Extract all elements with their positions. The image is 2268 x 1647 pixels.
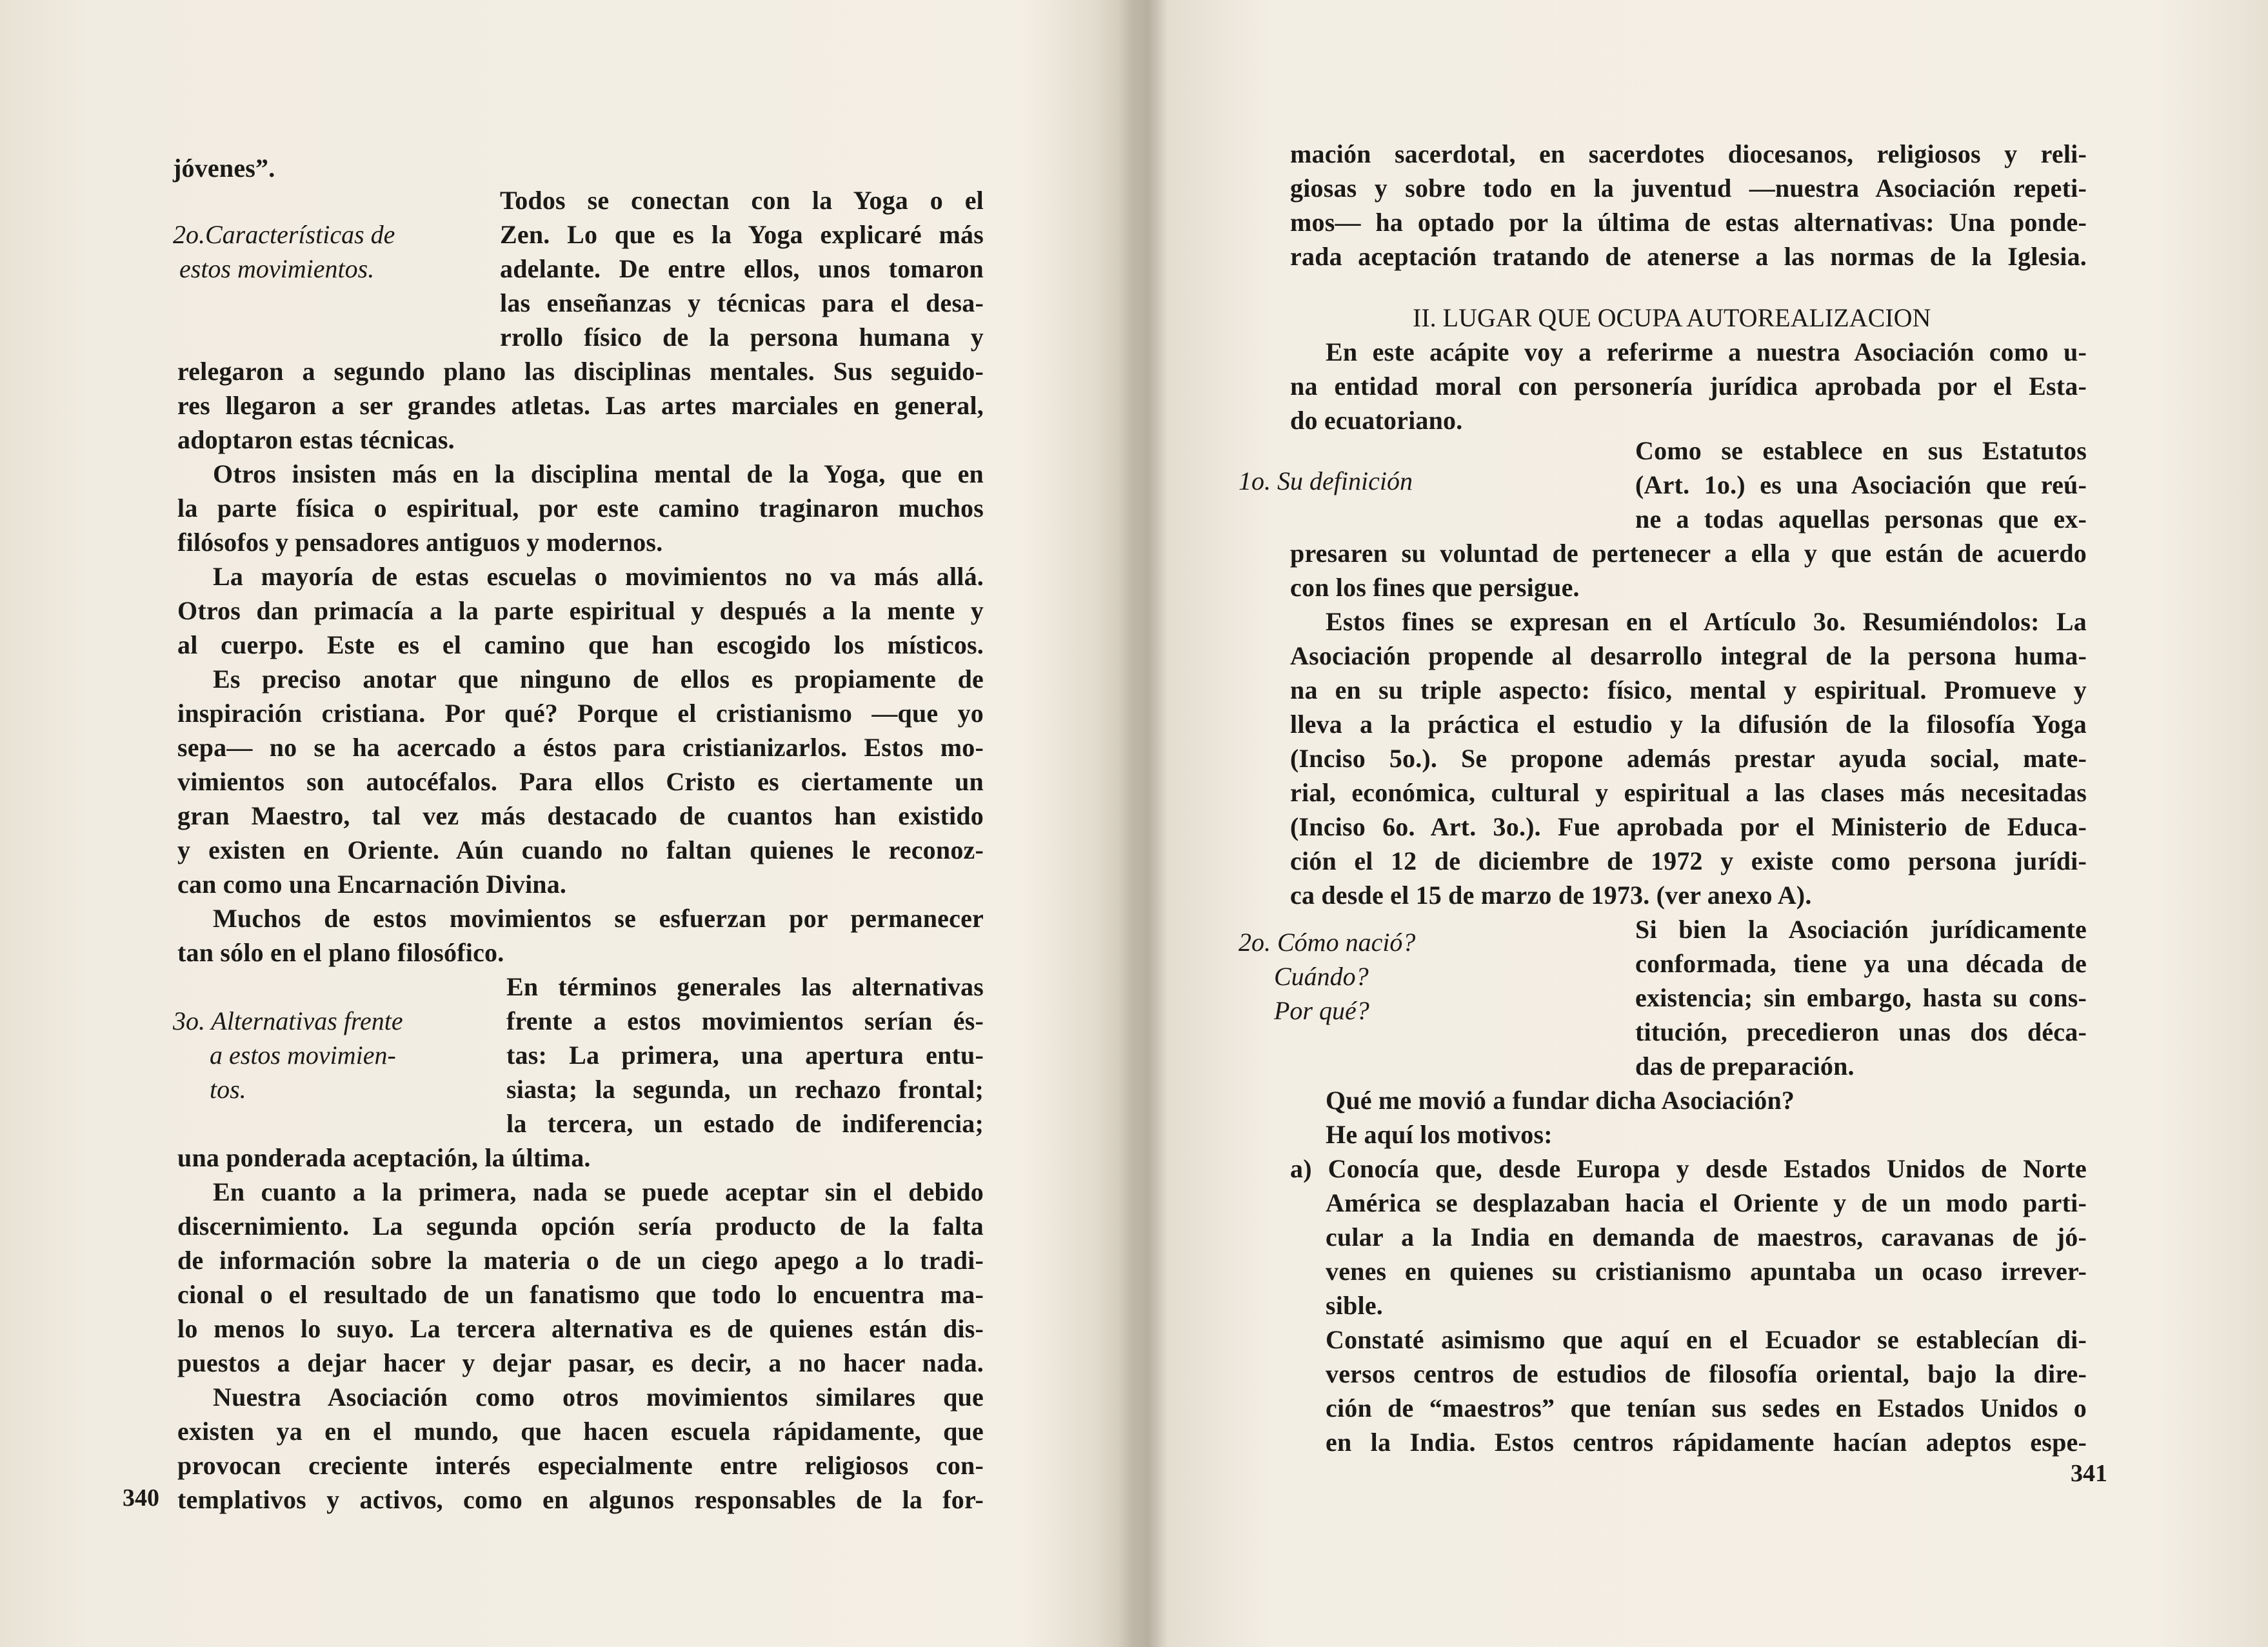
- text-line: En términos generales las alternativas: [506, 972, 984, 1001]
- text-line: titución, precedieron unas dos déca-: [1635, 1017, 2087, 1046]
- text-line: de información sobre la materia o de un ciego apego a lo tradi-: [177, 1246, 984, 1275]
- text-line: La mayoría de estas escuelas o movimientos no va más allá.: [213, 562, 984, 591]
- text-line: Estos fines se expresan en el Artículo 3o. Resumiéndolos: La: [1326, 607, 2087, 636]
- text-line: existencia; sin embargo, hasta su cons-: [1635, 983, 2087, 1012]
- text-line: rrollo físico de la persona humana y: [500, 323, 984, 352]
- text-line: gran Maestro, tal vez más destacado de cuantos han existido: [177, 801, 984, 830]
- text-line: adelante. De entre ellos, unos tomaron: [500, 254, 984, 283]
- text-line: adoptaron estas técnicas.: [177, 425, 455, 454]
- text-line: rada aceptación tratando de atenerse a las normas de la Iglesia.: [1290, 242, 2087, 271]
- text-line: existen ya en el mundo, que hacen escuela rápidamente, que: [177, 1417, 984, 1446]
- text-line: giosas y sobre todo en la juventud —nuestra Asociación repeti-: [1290, 174, 2087, 203]
- page-number: 341: [2071, 1460, 2107, 1487]
- text-line: Otros dan primacía a la parte espiritual y después a la mente y: [177, 596, 984, 625]
- text-line: mación sacerdotal, en sacerdotes diocesanos, religiosos y reli-: [1290, 139, 2087, 168]
- right-page: [1135, 0, 2268, 1647]
- text-line: ca desde el 15 de marzo de 1973. (ver anexo A).: [1290, 881, 1812, 910]
- text-line: mos— ha optado por la última de estas alternativas: Una ponde-: [1290, 208, 2087, 237]
- text-line: la tercera, un estado de indiferencia;: [506, 1109, 984, 1138]
- text-line: lo menos lo suyo. La tercera alternativa es de quienes están dis-: [177, 1314, 984, 1343]
- text-line: Todos se conectan con la Yoga o el: [500, 186, 984, 215]
- text-line: templativos y activos, como en algunos responsables de la for-: [177, 1485, 984, 1514]
- text-line: conformada, tiene ya una década de: [1635, 949, 2087, 978]
- page-number: 340: [123, 1484, 159, 1512]
- text-line: al cuerpo. Este es el camino que han escogido los místicos.: [177, 630, 984, 659]
- text-line: provocan creciente interés especialmente entre religiosos con-: [177, 1451, 984, 1480]
- margin-note: a estos movimien-: [210, 1041, 396, 1070]
- margin-note: 3o. Alternativas frente: [173, 1006, 403, 1035]
- text-line: sible.: [1326, 1291, 1383, 1320]
- text-line: presaren su voluntad de pertenecer a ella y que están de acuerdo: [1290, 539, 2087, 568]
- margin-note: Cuándo?: [1274, 962, 1369, 991]
- text-line: Otros insisten más en la disciplina mental de la Yoga, que en: [213, 459, 984, 488]
- text-line: lleva a la práctica el estudio y la difusión de la filosofía Yoga: [1290, 710, 2087, 739]
- margin-note: 2o. Cómo nació?: [1238, 928, 1416, 957]
- section-heading: II. LUGAR QUE OCUPA AUTOREALIZACION: [1413, 303, 1931, 332]
- margin-note: 1o. Su definición: [1238, 466, 1413, 495]
- text-line: Qué me movió a fundar dicha Asociación?: [1326, 1086, 1795, 1115]
- text-line: sepa— no se ha acercado a éstos para cristianizarlos. Estos mo-: [177, 733, 984, 762]
- text-line: Como se establece en sus Estatutos: [1635, 436, 2087, 465]
- text-line: inspiración cristiana. Por qué? Porque el cristianismo —que yo: [177, 699, 984, 728]
- text-line: relegaron a segundo plano las disciplinas mentales. Sus seguido-: [177, 357, 984, 386]
- text-line: en la India. Estos centros rápidamente hacían adeptos espe-: [1326, 1428, 2087, 1457]
- text-line: rial, económica, cultural y espiritual a las clases más necesitadas: [1290, 778, 2087, 807]
- text-line: res llegaron a ser grandes atletas. Las artes marciales en general,: [177, 391, 984, 420]
- text-line: cional o el resultado de un fanatismo que todo lo encuentra ma-: [177, 1280, 984, 1309]
- text-line: con los fines que persigue.: [1290, 573, 1580, 602]
- margin-note: tos.: [210, 1075, 246, 1104]
- text-line: En cuanto a la primera, nada se puede aceptar sin el debido: [213, 1177, 984, 1206]
- text-line: una ponderada aceptación, la última.: [177, 1143, 591, 1172]
- text-line: (Inciso 5o.). Se propone además prestar ayuda social, mate-: [1290, 744, 2087, 773]
- left-page: [0, 0, 1122, 1647]
- text-line: siasta; la segunda, un rechazo frontal;: [506, 1075, 984, 1104]
- text-line: Nuestra Asociación como otros movimientos similares que: [213, 1382, 984, 1412]
- text-line: Asociación propende al desarrollo integral de la persona huma-: [1290, 641, 2087, 670]
- text-line: las enseñanzas y técnicas para el desa-: [500, 288, 984, 317]
- text-line: ción el 12 de diciembre de 1972 y existe como persona jurídi-: [1290, 846, 2087, 875]
- margin-note: Por qué?: [1274, 996, 1369, 1025]
- text-line: He aquí los motivos:: [1326, 1120, 1553, 1149]
- text-line: discernimiento. La segunda opción sería producto de la falta: [177, 1212, 984, 1241]
- text-line: versos centros de estudios de filosofía oriental, bajo la dire-: [1326, 1359, 2087, 1388]
- text-line: na entidad moral con personería jurídica aprobada por el Esta-: [1290, 372, 2087, 401]
- text-line: ne a todas aquellas personas que ex-: [1635, 504, 2087, 534]
- text-line: puestos a dejar hacer y dejar pasar, es decir, a no hacer nada.: [177, 1348, 984, 1377]
- text-line: ción de “maestros” que tenían sus sedes en Estados Unidos o: [1326, 1393, 2087, 1422]
- text-line: Muchos de estos movimientos se esfuerzan por permanecer: [213, 904, 984, 933]
- text-line: tan sólo en el plano filosófico.: [177, 938, 504, 967]
- text-line: y existen en Oriente. Aún cuando no faltan quienes le reconoz-: [177, 835, 984, 864]
- text-line: En este acápite voy a referirme a nuestra Asociación como u-: [1326, 337, 2087, 366]
- text-line: (Art. 1o.) es una Asociación que reú-: [1635, 470, 2087, 499]
- text-line: Si bien la Asociación jurídicamente: [1635, 915, 2087, 944]
- text-line: a) Conocía que, desde Europa y desde Estados Unidos de Norte: [1290, 1154, 2087, 1183]
- text-line: Zen. Lo que es la Yoga explicaré más: [500, 220, 984, 249]
- text-line: filósofos y pensadores antiguos y modernos.: [177, 528, 663, 557]
- text-line: (Inciso 6o. Art. 3o.). Fue aprobada por el Ministerio de Educa-: [1290, 812, 2087, 841]
- text-line: can como una Encarnación Divina.: [177, 870, 567, 899]
- text-line: Constaté asimismo que aquí en el Ecuador se establecían di-: [1326, 1325, 2087, 1354]
- text-line: do ecuatoriano.: [1290, 406, 1463, 435]
- text-line: frente a estos movimientos serían és-: [506, 1006, 984, 1035]
- text-line: das de preparación.: [1635, 1052, 1855, 1081]
- text-line: venes en quienes su cristianismo apuntaba un ocaso irrever-: [1326, 1257, 2087, 1286]
- text-line: cular a la India en demanda de maestros, caravanas de jó-: [1326, 1223, 2087, 1252]
- text-line: vimientos son autocéfalos. Para ellos Cristo es ciertamente un: [177, 767, 984, 796]
- text-line: Es preciso anotar que ninguno de ellos es propiamente de: [213, 664, 984, 694]
- text-line: na en su triple aspecto: físico, mental y espiritual. Promueve y: [1290, 675, 2087, 704]
- text-line: jóvenes”.: [173, 154, 275, 183]
- margin-note: 2o.Características de: [173, 220, 395, 249]
- text-line: tas: La primera, una apertura entu-: [506, 1041, 984, 1070]
- text-line: la parte física o espiritual, por este camino traginaron muchos: [177, 494, 984, 523]
- margin-note: estos movimientos.: [179, 254, 375, 283]
- text-line: América se desplazaban hacia el Oriente y de un modo parti-: [1326, 1188, 2087, 1217]
